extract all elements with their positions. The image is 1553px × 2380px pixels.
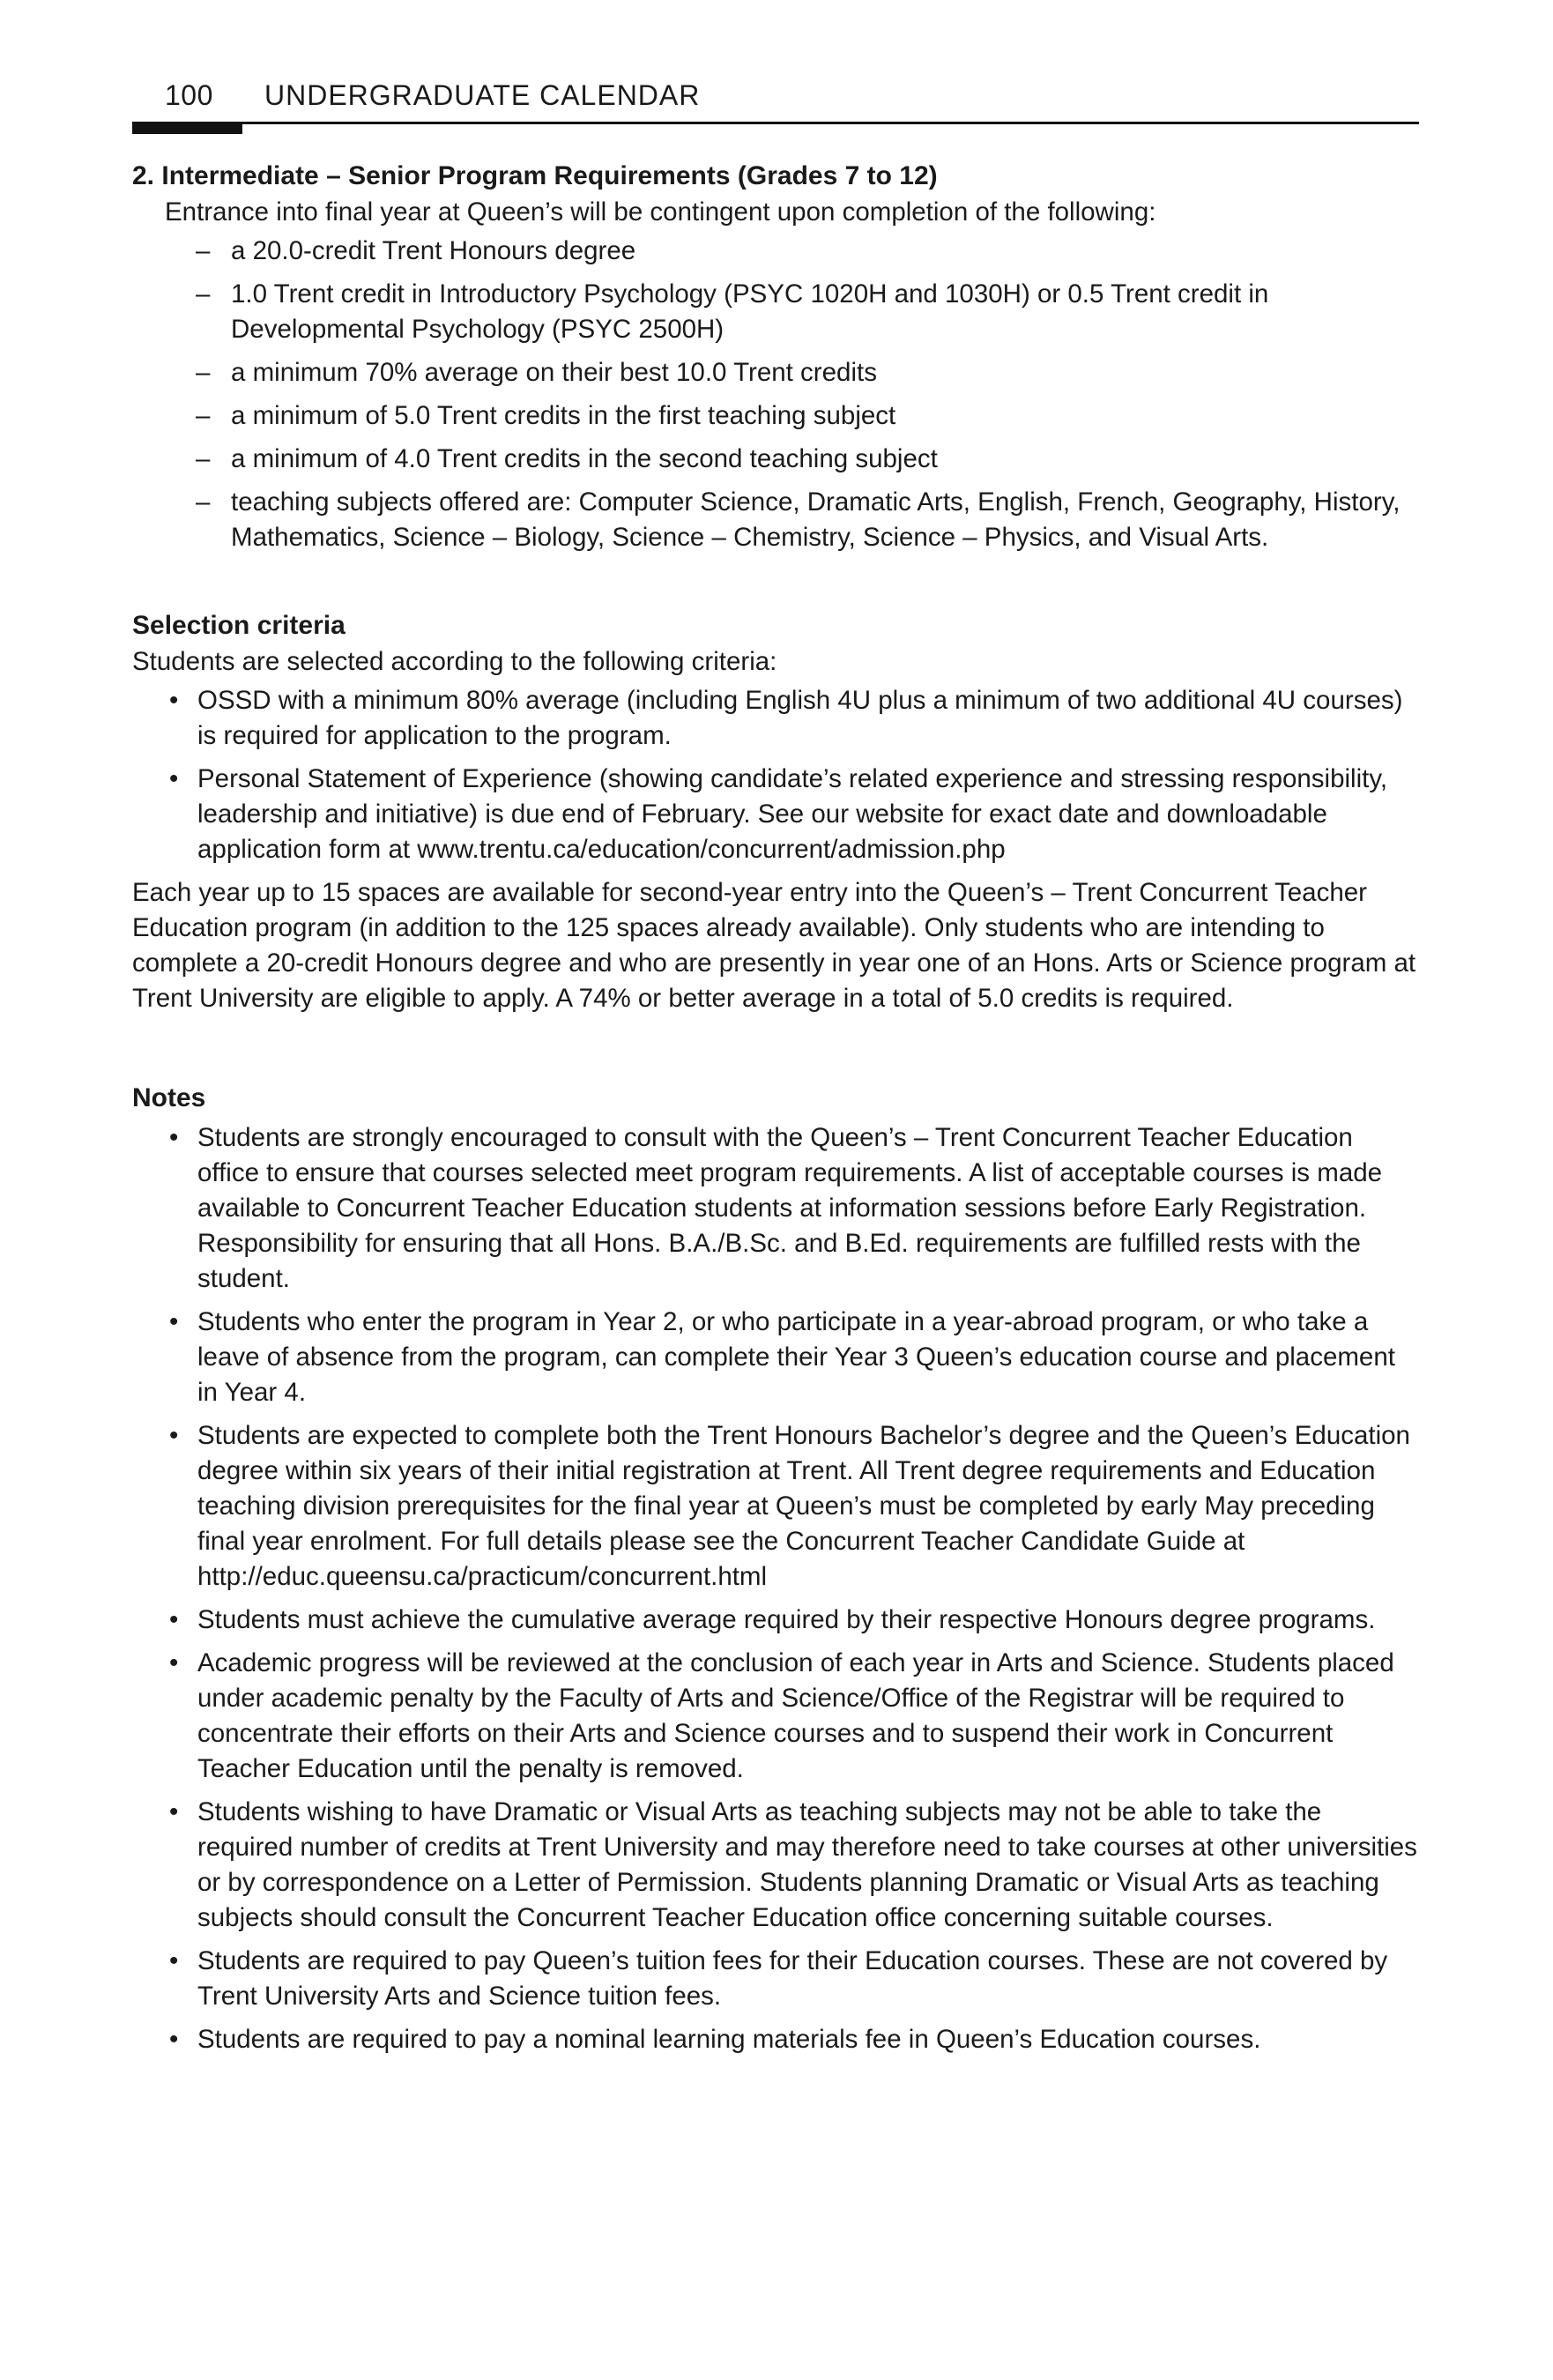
list-item: • Students are required to pay Queen’s tuition fees for their Education courses. These are not covered by Trent University Arts and Science tuition fees. xyxy=(197,1944,1419,2014)
page-number: 100 xyxy=(165,79,213,111)
header-tab-bar xyxy=(132,124,242,134)
requirements-list xyxy=(132,234,1419,555)
selection-criteria-section xyxy=(132,607,1419,1016)
running-title: UNDERGRADUATE CALENDAR xyxy=(264,79,701,111)
second-year-entry-paragraph: Each year up to 15 spaces are available for second-year entry into the Queen’s – Trent Concurrent Teacher Education program (in addition to the 125 spaces already available). Only students who are intending to complete a 20-credit Honours degree and who are presently in year one of an Hons. Arts or Science program at Trent University are eligible to apply. A 74% or better average in a total of 5.0 credits is required. xyxy=(132,878,1416,1013)
list-item: • Students who enter the program in Year 2, or who participate in a year-abroad program, or who take a leave of absence from the program, can complete their Year 3 Queen’s education course and placement in Year 4. xyxy=(197,1305,1419,1410)
calendar-page xyxy=(132,78,1419,2065)
selection-criteria-intro: Students are selected according to the following criteria: xyxy=(132,647,777,676)
list-item: – a minimum 70% average on their best 10.0 Trent credits xyxy=(231,355,1419,390)
list-item: • OSSD with a minimum 80% average (including English 4U plus a minimum of two additional 4U courses) is required for application to the program. xyxy=(197,683,1419,754)
list-item: – a minimum of 5.0 Trent credits in the first teaching subject xyxy=(231,398,1419,434)
list-item: • Academic progress will be reviewed at the conclusion of each year in Arts and Science. Students placed under academic penalty by the Faculty of Arts and Science/Office of the Registrar will be required to concentrate their efforts on their Arts and Science courses and to suspend their work in Concurrent Teacher Education until the penalty is removed. xyxy=(197,1646,1419,1787)
page-header xyxy=(132,78,1419,124)
program-requirements-intro: Entrance into final year at Queen’s will be contingent upon completion of the following: xyxy=(165,197,1156,227)
selection-criteria-heading: Selection criteria xyxy=(132,611,346,640)
notes-list xyxy=(132,1120,1419,2057)
list-item: • Students must achieve the cumulative average required by their respective Honours degree programs. xyxy=(197,1603,1419,1638)
list-item: – teaching subjects offered are: Computer Science, Dramatic Arts, English, French, Geography, History, Mathematics, Science – Biology, Science – Chemistry, Science – Physics, and Visual Arts. xyxy=(231,485,1419,555)
notes-heading: Notes xyxy=(132,1083,206,1112)
program-requirements-heading: 2. Intermediate – Senior Program Requirements (Grades 7 to 12) xyxy=(132,161,938,190)
list-item: • Students are required to pay a nominal learning materials fee in Queen’s Education courses. xyxy=(197,2022,1419,2057)
selection-criteria-list xyxy=(132,683,1419,867)
list-item: • Students wishing to have Dramatic or Visual Arts as teaching subjects may not be able to take the required number of credits at Trent University and may therefore need to take courses at other universities or by correspondence on a Letter of Permission. Students planning Dramatic or Visual Arts as teaching subjects should consult the Concurrent Teacher Education office concerning suitable courses. xyxy=(197,1795,1419,1936)
list-item: • Personal Statement of Experience (showing candidate’s related experience and stressing responsibility, leadership and initiative) is due end of February. See our website for exact date and downloadable application form at www.trentu.ca/education/concurrent/admission.php xyxy=(197,762,1419,867)
list-item: – 1.0 Trent credit in Introductory Psychology (PSYC 1020H and 1030H) or 0.5 Trent credit in Developmental Psychology (PSYC 2500H) xyxy=(231,277,1419,347)
page-content xyxy=(132,158,1419,2057)
list-item: • Students are expected to complete both the Trent Honours Bachelor’s degree and the Queen’s Education degree within six years of their initial registration at Trent. All Trent degree requirements and Education teaching division prerequisites for the final year at Queen’s must be completed by early May preceding final year enrolment. For full details please see the Concurrent Teacher Candidate Guide at http://educ.queensu.ca/practicum/concurrent.html xyxy=(197,1418,1419,1595)
program-requirements-section xyxy=(132,158,1419,555)
list-item: – a 20.0-credit Trent Honours degree xyxy=(231,234,1419,269)
notes-section xyxy=(132,1080,1419,2057)
list-item: • Students are strongly encouraged to consult with the Queen’s – Trent Concurrent Teacher Education office to ensure that courses selected meet program requirements. A list of acceptable courses is made available to Concurrent Teacher Education students at information sessions before Early Registration. Responsibility for ensuring that all Hons. B.A./B.Sc. and B.Ed. requirements are fulfilled rests with the student. xyxy=(197,1120,1419,1297)
list-item: – a minimum of 4.0 Trent credits in the second teaching subject xyxy=(231,442,1419,477)
